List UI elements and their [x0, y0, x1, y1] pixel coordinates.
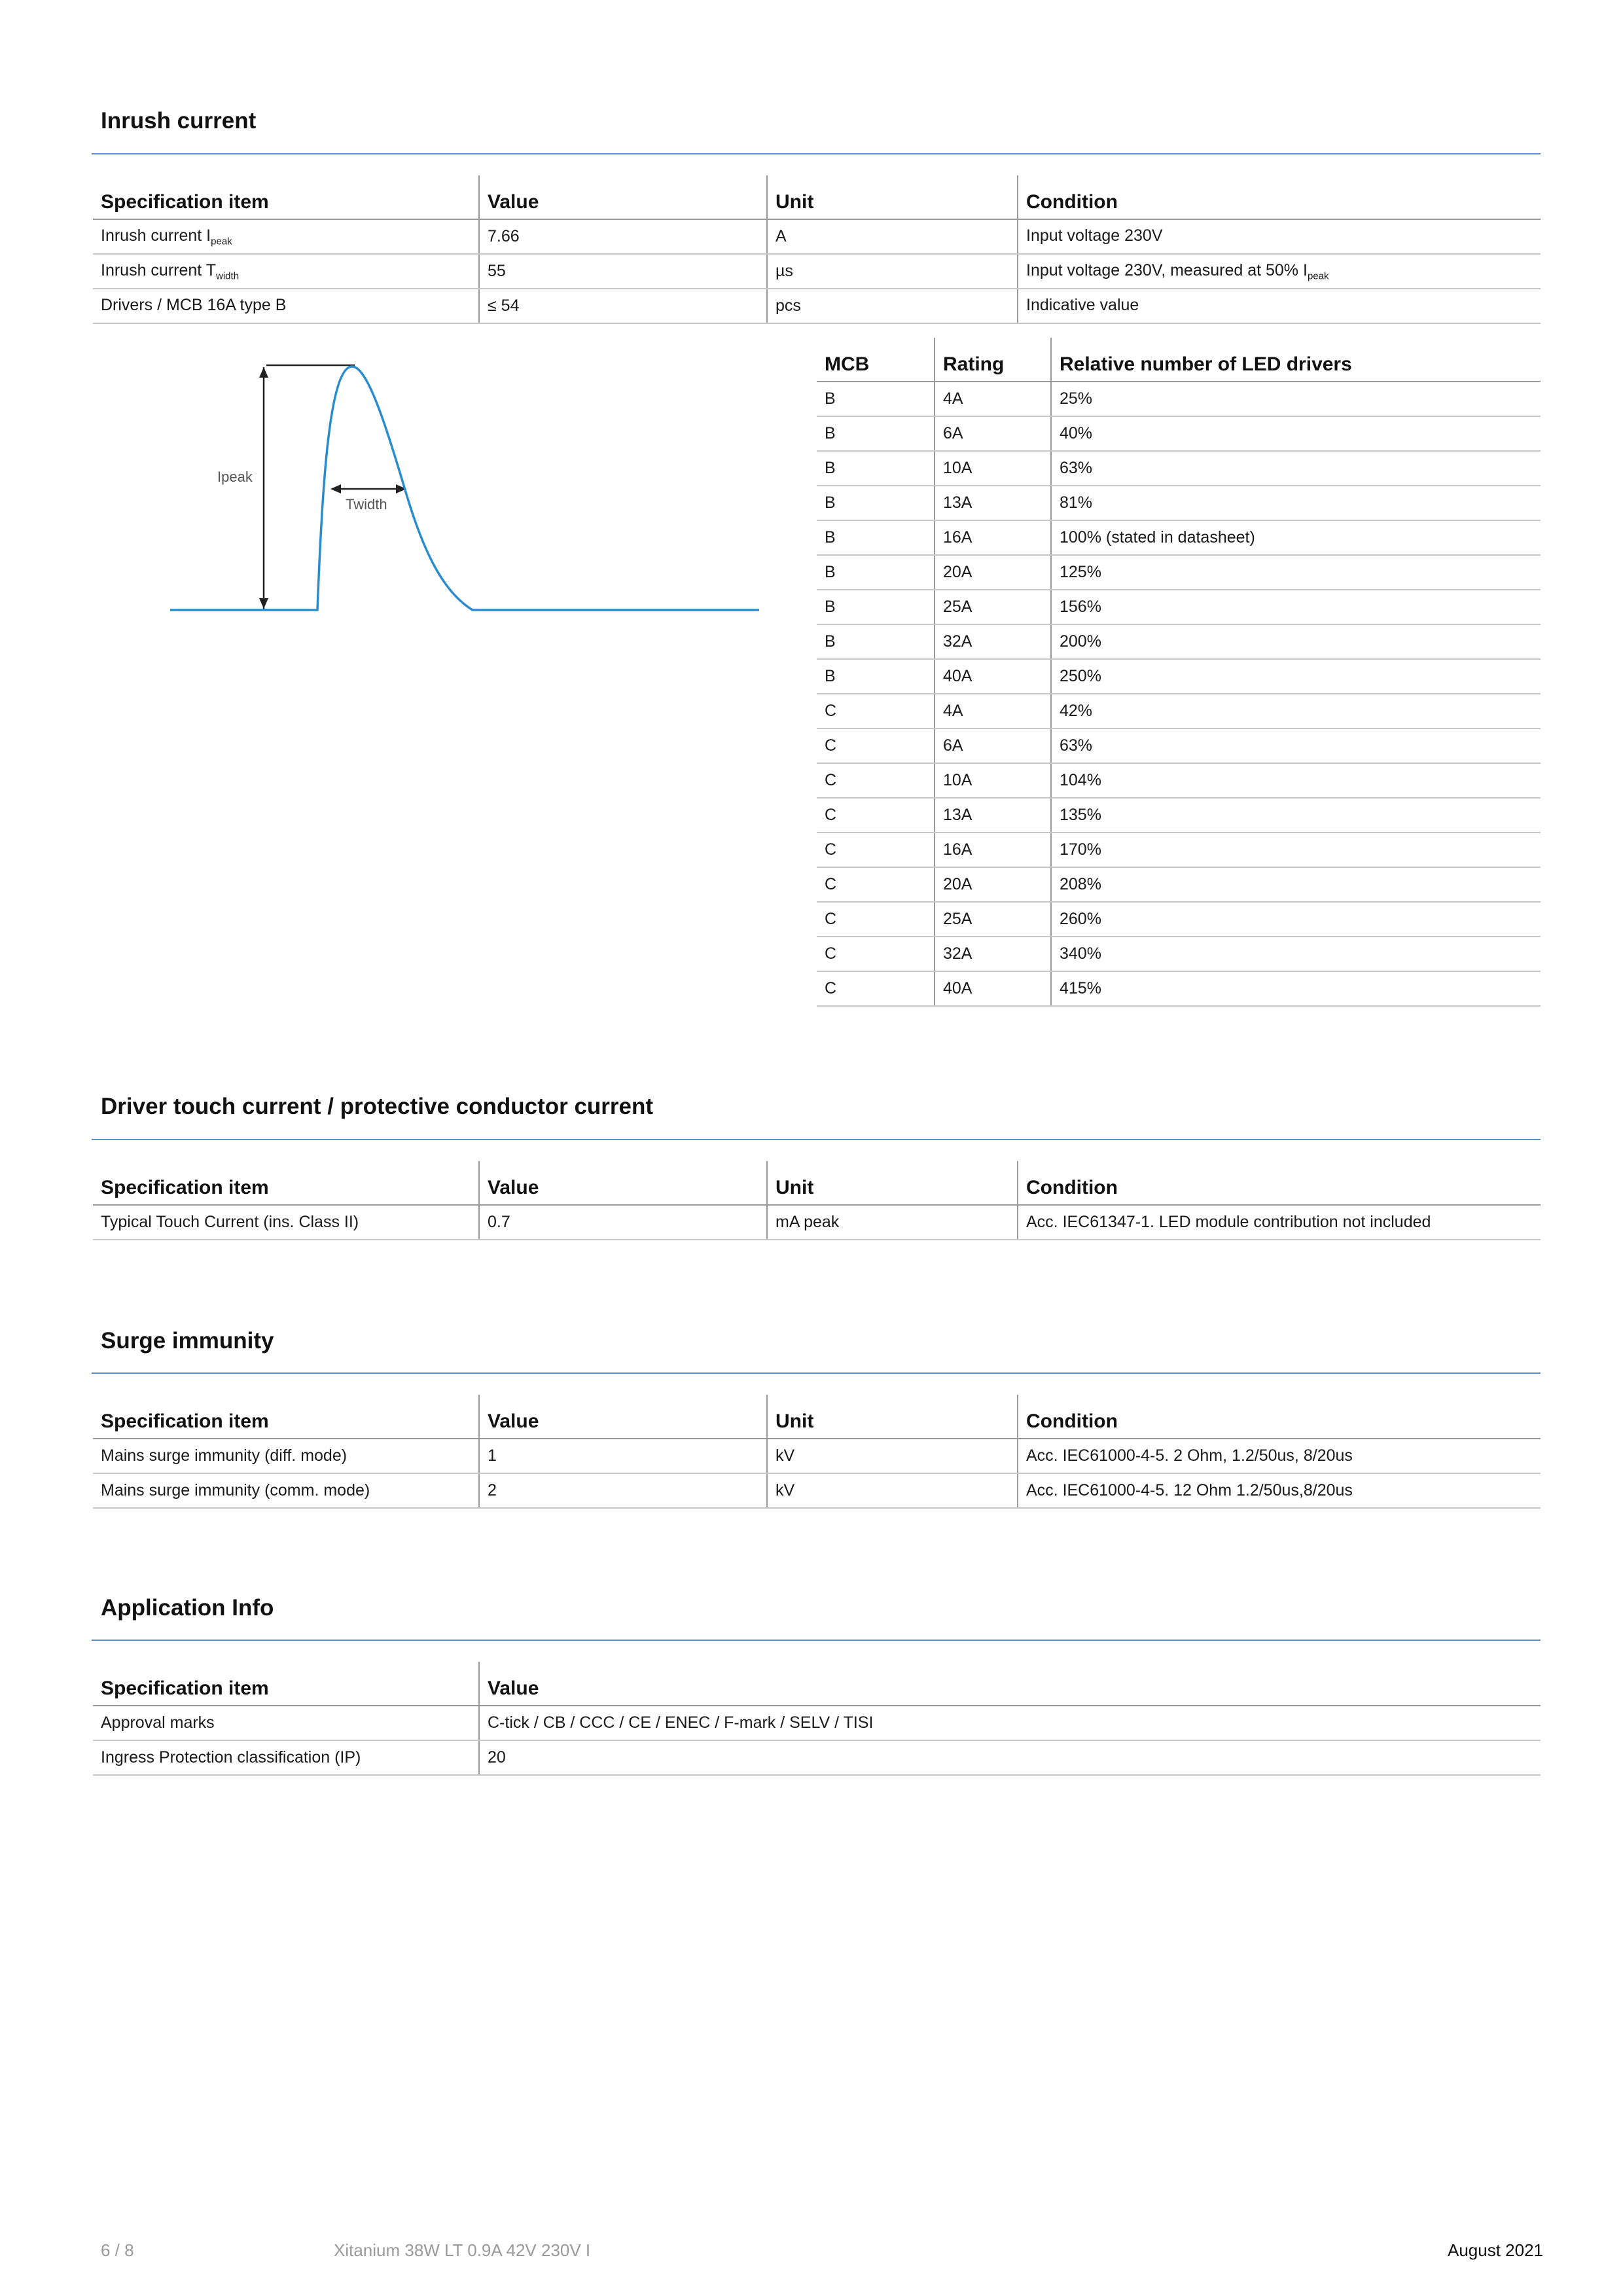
col-header-condition: Condition — [1018, 1395, 1541, 1439]
table-row — [817, 382, 1541, 416]
rating-cell: 20A — [935, 867, 1051, 902]
table-row — [93, 254, 1541, 289]
mcb-type-cell: B — [817, 659, 935, 694]
relative-number-cell: 63% — [1051, 728, 1541, 763]
mcb-type-cell: C — [817, 867, 935, 902]
section-divider — [92, 1640, 1541, 1641]
application-info-table — [93, 1662, 1541, 1776]
mcb-type-cell: C — [817, 694, 935, 728]
relative-number-cell: 208% — [1051, 867, 1541, 902]
col-header-condition: Condition — [1018, 175, 1541, 219]
col-header-spec-item: Specification item — [93, 175, 479, 219]
value-cell: 1 — [479, 1439, 767, 1473]
rating-cell: 6A — [935, 728, 1051, 763]
rating-cell: 10A — [935, 451, 1051, 486]
ipeak-arrowhead-top — [259, 367, 268, 378]
section-title-surge-immunity: Surge immunity — [101, 1328, 274, 1354]
col-header-spec-item: Specification item — [93, 1395, 479, 1439]
unit-cell: pcs — [767, 289, 1018, 323]
table-row — [817, 555, 1541, 590]
mcb-type-cell: C — [817, 833, 935, 867]
col-header-unit: Unit — [767, 1395, 1018, 1439]
table-row — [817, 971, 1541, 1006]
unit-cell: mA peak — [767, 1205, 1018, 1240]
rating-cell: 32A — [935, 937, 1051, 971]
relative-number-cell: 200% — [1051, 624, 1541, 659]
table-row — [817, 624, 1541, 659]
table-header-row — [93, 1662, 1541, 1706]
table-row — [817, 659, 1541, 694]
condition-cell: Acc. IEC61000-4-5. 2 Ohm, 1.2/50us, 8/20us — [1018, 1439, 1541, 1473]
rating-cell: 40A — [935, 971, 1051, 1006]
spec-item-cell: Ingress Protection classification (IP) — [93, 1740, 479, 1775]
rating-cell: 25A — [935, 590, 1051, 624]
section-title-inrush: Inrush current — [101, 108, 257, 134]
table-row — [817, 590, 1541, 624]
unit-cell: kV — [767, 1439, 1018, 1473]
relative-number-cell: 156% — [1051, 590, 1541, 624]
ipeak-label: Ipeak — [217, 469, 253, 485]
condition-cell: Acc. IEC61347-1. LED module contribution not included — [1018, 1205, 1541, 1240]
col-header-unit: Unit — [767, 175, 1018, 219]
mcb-type-cell: B — [817, 520, 935, 555]
condition-cell: Indicative value — [1018, 289, 1541, 323]
mcb-ratings-table — [817, 338, 1541, 1007]
rating-cell: 32A — [935, 624, 1051, 659]
surge-immunity-table — [93, 1395, 1541, 1509]
table-row — [817, 520, 1541, 555]
col-header-condition: Condition — [1018, 1161, 1541, 1205]
section-divider — [92, 153, 1541, 154]
table-row — [93, 219, 1541, 254]
relative-number-cell: 81% — [1051, 486, 1541, 520]
col-header-value: Value — [479, 175, 767, 219]
mcb-type-cell: C — [817, 971, 935, 1006]
table-row — [817, 451, 1541, 486]
spec-item-cell: Mains surge immunity (comm. mode) — [93, 1473, 479, 1508]
value-cell: 55 — [479, 254, 767, 289]
spec-item-cell: Approval marks — [93, 1706, 479, 1740]
relative-number-cell: 40% — [1051, 416, 1541, 451]
relative-number-cell: 170% — [1051, 833, 1541, 867]
condition-cell: Acc. IEC61000-4-5. 12 Ohm 1.2/50us,8/20us — [1018, 1473, 1541, 1508]
value-cell: ≤ 54 — [479, 289, 767, 323]
table-header-row — [93, 175, 1541, 219]
col-header-rating: Rating — [935, 338, 1051, 382]
value-cell: 0.7 — [479, 1205, 767, 1240]
relative-number-cell: 135% — [1051, 798, 1541, 833]
footer-date: August 2021 — [1447, 2240, 1543, 2260]
spec-item-cell: Drivers / MCB 16A type B — [93, 289, 479, 323]
col-header-value: Value — [479, 1395, 767, 1439]
rating-cell: 13A — [935, 798, 1051, 833]
table-row — [817, 902, 1541, 937]
col-header-spec-item: Specification item — [93, 1161, 479, 1205]
mcb-type-cell: B — [817, 555, 935, 590]
col-header-relative-number: Relative number of LED drivers — [1051, 338, 1541, 382]
relative-number-cell: 25% — [1051, 382, 1541, 416]
twidth-arrowhead-left — [330, 484, 341, 493]
mcb-type-cell: B — [817, 486, 935, 520]
mcb-type-cell: B — [817, 590, 935, 624]
table-row — [817, 833, 1541, 867]
footer-product-name: Xitanium 38W LT 0.9A 42V 230V I — [334, 2240, 591, 2260]
table-row — [93, 1439, 1541, 1473]
relative-number-cell: 250% — [1051, 659, 1541, 694]
table-row — [93, 1706, 1541, 1740]
col-header-mcb: MCB — [817, 338, 935, 382]
table-row — [817, 728, 1541, 763]
rating-cell: 16A — [935, 520, 1051, 555]
rating-cell: 16A — [935, 833, 1051, 867]
section-title-application-info: Application Info — [101, 1595, 274, 1621]
table-row — [93, 1473, 1541, 1508]
rating-cell: 20A — [935, 555, 1051, 590]
spec-item-cell: Inrush current $I_{peak}$ — [93, 219, 479, 254]
table-header-row — [817, 338, 1541, 382]
unit-cell: µs — [767, 254, 1018, 289]
spec-item-cell: Typical Touch Current (ins. Class II) — [93, 1205, 479, 1240]
rating-cell: 40A — [935, 659, 1051, 694]
value-cell: 7.66 — [479, 219, 767, 254]
mcb-type-cell: C — [817, 902, 935, 937]
col-header-spec-item: Specification item — [93, 1662, 479, 1706]
table-row — [817, 694, 1541, 728]
value-cell: C-tick / CB / CCC / CE / ENEC / F-mark / SELV / TISI — [479, 1706, 1541, 1740]
relative-number-cell: 125% — [1051, 555, 1541, 590]
section-divider — [92, 1372, 1541, 1374]
mcb-type-cell: B — [817, 416, 935, 451]
condition-cell: Input voltage 230V, measured at 50% $I_{peak}$ — [1018, 254, 1541, 289]
mcb-type-cell: C — [817, 763, 935, 798]
inrush-spec-table — [93, 175, 1541, 324]
table-row — [93, 1740, 1541, 1775]
twidth-label: Twidth — [346, 496, 387, 512]
table-row — [93, 289, 1541, 323]
table-row — [817, 486, 1541, 520]
spec-item-cell: Inrush current $T_{width}$ — [93, 254, 479, 289]
table-row — [817, 763, 1541, 798]
inrush-current-curve — [170, 367, 759, 610]
table-header-row — [93, 1395, 1541, 1439]
mcb-type-cell: C — [817, 937, 935, 971]
footer-page-number: 6 / 8 — [101, 2240, 134, 2260]
rating-cell: 6A — [935, 416, 1051, 451]
relative-number-cell: 104% — [1051, 763, 1541, 798]
relative-number-cell: 340% — [1051, 937, 1541, 971]
table-row — [93, 1205, 1541, 1240]
rating-cell: 4A — [935, 694, 1051, 728]
col-header-value: Value — [479, 1161, 767, 1205]
mcb-table-body — [817, 382, 1541, 1006]
relative-number-cell: 415% — [1051, 971, 1541, 1006]
value-cell: 20 — [479, 1740, 1541, 1775]
rating-cell: 10A — [935, 763, 1051, 798]
table-row — [817, 798, 1541, 833]
inrush-waveform-diagram — [167, 357, 762, 619]
table-row — [817, 867, 1541, 902]
rating-cell: 4A — [935, 382, 1051, 416]
mcb-type-cell: B — [817, 382, 935, 416]
table-header-row — [93, 1161, 1541, 1205]
touch-current-table — [93, 1161, 1541, 1240]
mcb-type-cell: B — [817, 451, 935, 486]
mcb-type-cell: C — [817, 728, 935, 763]
mcb-type-cell: C — [817, 798, 935, 833]
unit-cell: kV — [767, 1473, 1018, 1508]
relative-number-cell: 100% (stated in datasheet) — [1051, 520, 1541, 555]
ipeak-arrowhead-bottom — [259, 598, 268, 609]
condition-cell: Input voltage 230V — [1018, 219, 1541, 254]
relative-number-cell: 260% — [1051, 902, 1541, 937]
section-title-touch-current: Driver touch current / protective conductor current — [101, 1094, 654, 1119]
rating-cell: 13A — [935, 486, 1051, 520]
unit-cell: A — [767, 219, 1018, 254]
table-row — [817, 937, 1541, 971]
relative-number-cell: 63% — [1051, 451, 1541, 486]
mcb-type-cell: B — [817, 624, 935, 659]
col-header-value: Value — [479, 1662, 1541, 1706]
spec-item-cell: Mains surge immunity (diff. mode) — [93, 1439, 479, 1473]
relative-number-cell: 42% — [1051, 694, 1541, 728]
col-header-unit: Unit — [767, 1161, 1018, 1205]
rating-cell: 25A — [935, 902, 1051, 937]
value-cell: 2 — [479, 1473, 767, 1508]
table-row — [817, 416, 1541, 451]
section-divider — [92, 1139, 1541, 1140]
